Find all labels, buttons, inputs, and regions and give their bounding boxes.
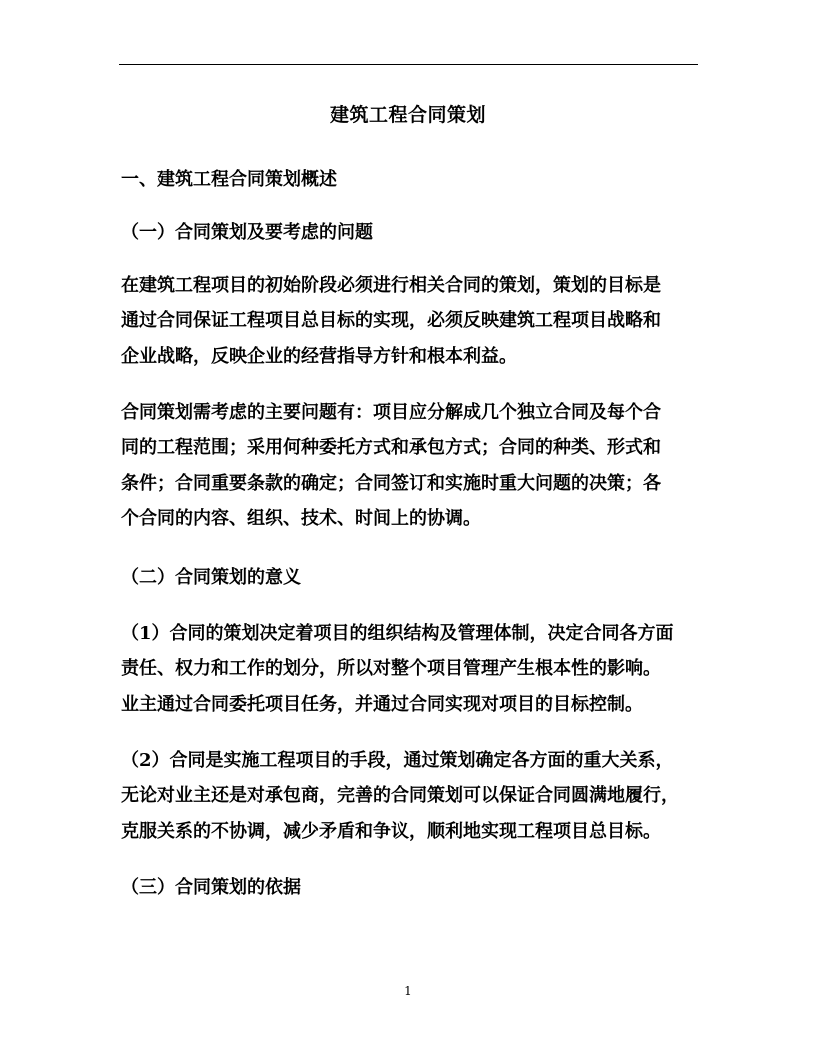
paragraph-line: （1）合同的策划决定着项目的组织结构及管理体制，决定合同各方面 bbox=[121, 623, 674, 644]
point-1 bbox=[121, 616, 706, 722]
paragraph-2 bbox=[121, 395, 706, 537]
paragraph-1 bbox=[121, 268, 706, 374]
paragraph-line: 无论对业主还是对承包商，完善的合同策划可以保证合同圆满地履行， bbox=[121, 785, 679, 807]
document-title: 建筑工程合同策划 bbox=[329, 104, 486, 126]
section-heading bbox=[121, 162, 706, 197]
subsection-heading-2 bbox=[121, 560, 706, 595]
subsection-heading-1-text: （一）合同策划及要考虑的问题 bbox=[121, 222, 373, 243]
subsection-heading-2-text: （二）合同策划的意义 bbox=[121, 567, 301, 588]
section-heading-text: 一、建筑工程合同策划概述 bbox=[121, 169, 337, 190]
subsection-heading-3 bbox=[121, 870, 706, 905]
point-2 bbox=[121, 743, 706, 849]
page-number: 1 bbox=[404, 984, 412, 998]
paragraph-line: 同的工程范围；采用何种委托方式和承包方式；合同的种类、形式和 bbox=[121, 437, 661, 459]
paragraph-line: 合同策划需考虑的主要问题有：项目应分解成几个独立合同及每个合 bbox=[121, 402, 661, 423]
paragraph-line: 条件；合同重要条款的确定；合同签订和实施时重大问题的决策；各 bbox=[121, 472, 661, 494]
paragraph-line: 个合同的内容、组织、技术、时间上的协调。 bbox=[121, 508, 481, 530]
paragraph-line: 克服关系的不协调，减少矛盾和争议，顺利地实现工程项目总目标。 bbox=[121, 820, 661, 842]
paragraph-line: （2）合同是实施工程项目的手段，通过策划确定各方面的重大关系， bbox=[121, 750, 674, 771]
paragraph-line: 业主通过合同委托项目任务，并通过合同实现对项目的目标控制。 bbox=[121, 693, 643, 715]
subsection-heading-3-text: （三）合同策划的依据 bbox=[121, 877, 301, 898]
paragraph-line: 通过合同保证工程项目总目标的实现，必须反映建筑工程项目战略和 bbox=[121, 310, 661, 332]
header-rule bbox=[119, 64, 698, 65]
subsection-heading-1 bbox=[121, 215, 706, 250]
paragraph-line: 责任、权力和工作的划分，所以对整个项目管理产生根本性的影响。 bbox=[121, 658, 661, 680]
paragraph-line: 在建筑工程项目的初始阶段必须进行相关合同的策划，策划的目标是 bbox=[121, 275, 661, 296]
paragraph-line: 企业战略，反映企业的经营指导方针和根本利益。 bbox=[121, 345, 517, 367]
